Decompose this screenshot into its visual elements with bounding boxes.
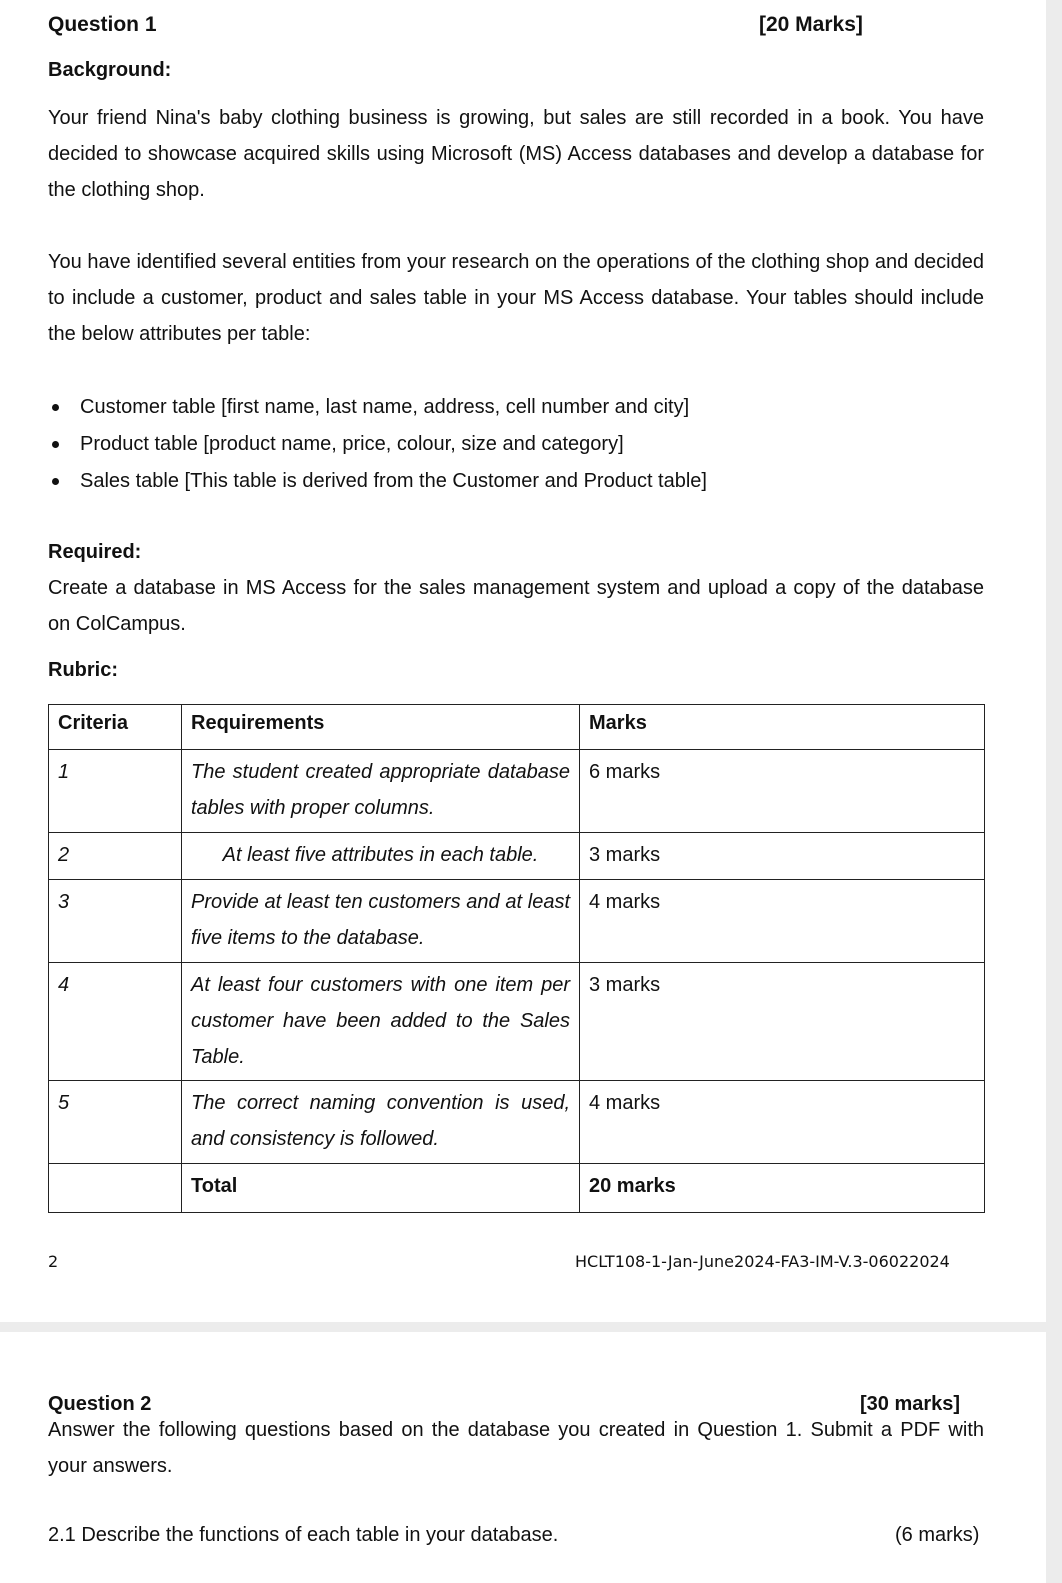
criteria-cell: 2	[49, 833, 182, 880]
table-row	[49, 1081, 985, 1164]
bullet-text: Customer table [first name, last name, address, cell number and city]	[80, 396, 690, 418]
required-heading: Required:	[48, 541, 142, 563]
document-code: HCLT108-1-Jan-June2024-FA3-IM-V.3-06022024	[575, 1252, 950, 1271]
background-paragraph-1: Your friend Nina's baby clothing business is growing, but sales are still recorded in a book. You have decided to showcase acquired skills using Microsoft (MS) Access databases and develop a database for the clothing shop.	[48, 107, 984, 201]
bullet-dot-icon	[52, 404, 59, 411]
page-number: 2	[48, 1252, 59, 1271]
criteria-cell: 3	[49, 880, 182, 963]
marks-cell: 6 marks	[580, 750, 985, 833]
bullet-text: Product table [product name, price, colour, size and category]	[80, 433, 624, 455]
question-2-intro: Answer the following questions based on the database you created in Question 1. Submit a PDF with your answers.	[48, 1419, 984, 1477]
table-row	[49, 833, 985, 880]
header-requirements: Requirements	[182, 705, 580, 750]
rubric-header-row	[49, 705, 985, 750]
marks-cell: 4 marks	[580, 1081, 985, 1164]
bullet-text: Sales table [This table is derived from the Customer and Product table]	[80, 470, 707, 492]
document-page-2	[0, 1332, 1046, 1583]
bullet-dot-icon	[52, 478, 59, 485]
requirement-cell: At least four customers with one item per customer have been added to the Sales Table.	[182, 963, 580, 1081]
criteria-cell: 5	[49, 1081, 182, 1164]
bullet-item-customer	[48, 389, 707, 426]
question-1-title: Question 1	[48, 13, 157, 36]
total-marks: 20 marks	[580, 1164, 985, 1213]
requirement-cell: The student created appropriate database tables with proper columns.	[182, 750, 580, 833]
question-1-marks: [20 Marks]	[759, 13, 863, 36]
table-row	[49, 750, 985, 833]
requirement-cell: The correct naming convention is used, and consistency is followed.	[182, 1081, 580, 1164]
question-2-marks: [30 marks]	[860, 1393, 961, 1415]
requirement-cell: At least five attributes in each table.	[182, 833, 580, 880]
required-text: Create a database in MS Access for the sales management system and upload a copy of the database on ColCampus.	[48, 577, 984, 635]
criteria-cell: 4	[49, 963, 182, 1081]
page-separator	[0, 1322, 1062, 1332]
attribute-bullet-list	[48, 389, 707, 500]
criteria-cell: 1	[49, 750, 182, 833]
question-2-1-text: 2.1 Describe the functions of each table in your database.	[48, 1524, 559, 1546]
question-2-title: Question 2	[48, 1393, 152, 1415]
requirement-cell: Provide at least ten customers and at least five items to the database.	[182, 880, 580, 963]
rubric-heading: Rubric:	[48, 659, 118, 681]
marks-cell: 3 marks	[580, 833, 985, 880]
header-criteria: Criteria	[49, 705, 182, 750]
rubric-total-row	[49, 1164, 985, 1213]
rubric-table	[48, 704, 985, 1213]
table-row	[49, 963, 985, 1081]
total-empty-cell	[49, 1164, 182, 1213]
table-row	[49, 880, 985, 963]
bullet-item-sales	[48, 463, 707, 500]
marks-cell: 4 marks	[580, 880, 985, 963]
bullet-item-product	[48, 426, 707, 463]
marks-cell: 3 marks	[580, 963, 985, 1081]
bullet-dot-icon	[52, 441, 59, 448]
total-label: Total	[182, 1164, 580, 1213]
header-marks: Marks	[580, 705, 985, 750]
question-2-1-marks: (6 marks)	[895, 1524, 980, 1546]
background-heading: Background:	[48, 59, 172, 81]
viewer-gutter	[1046, 0, 1062, 1583]
background-paragraph-2: You have identified several entities from your research on the operations of the clothing shop and decided to include a customer, product and sales table in your MS Access database. Your tables should include the below attributes per table:	[48, 251, 984, 345]
